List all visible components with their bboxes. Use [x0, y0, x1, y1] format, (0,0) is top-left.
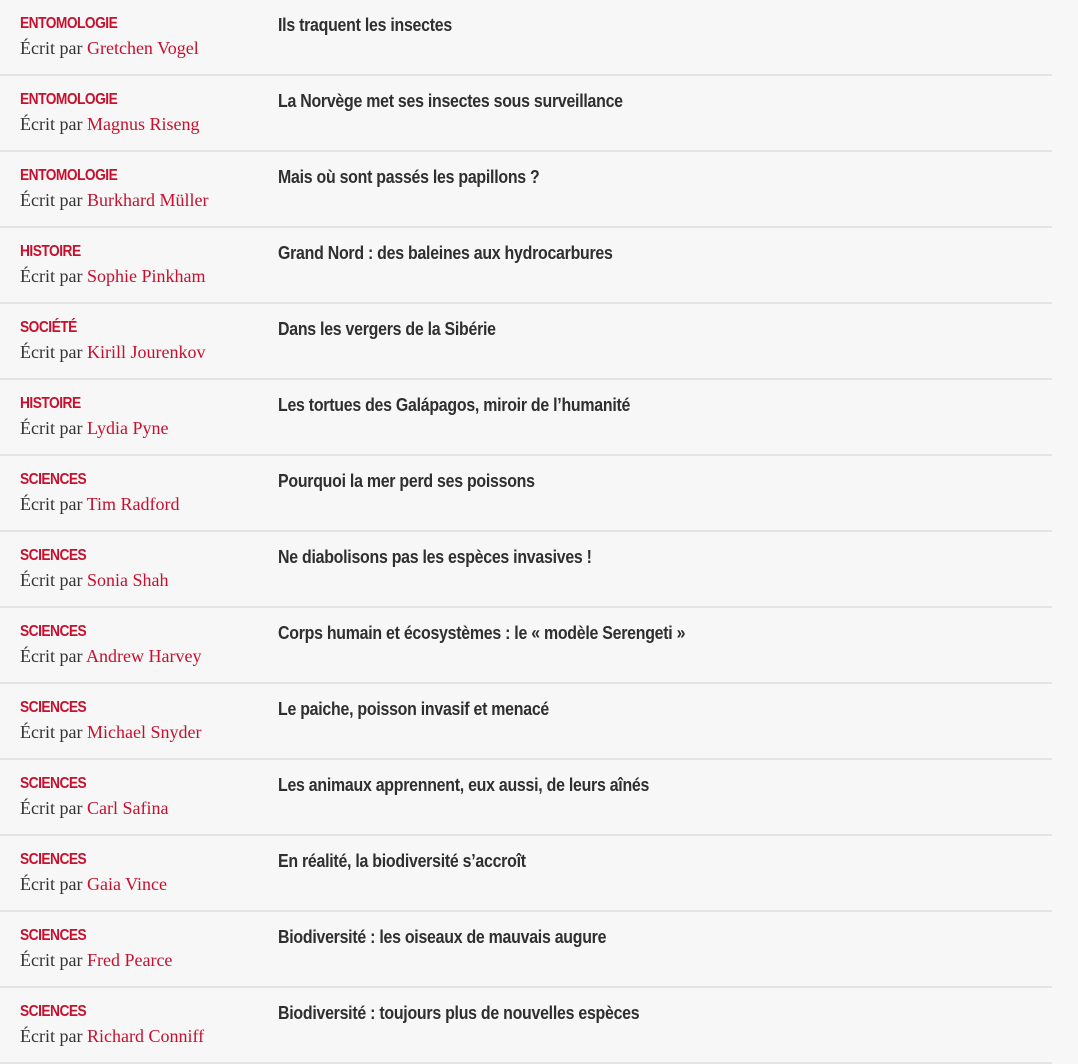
category-link[interactable]: ENTOMOLOGIE	[20, 167, 118, 184]
byline-prefix: Écrit par	[20, 190, 83, 210]
byline	[20, 1025, 260, 1047]
article-title-link[interactable]: Grand Nord : des baleines aux hydrocarbures	[278, 242, 613, 263]
article-row	[0, 76, 1052, 152]
author-link[interactable]: Fred Pearce	[86, 950, 173, 970]
byline-prefix: Écrit par	[20, 1026, 83, 1046]
byline-prefix: Écrit par	[20, 114, 83, 134]
category-link[interactable]: HISTOIRE	[20, 243, 81, 260]
article-title-link[interactable]: Ne diabolisons pas les espèces invasives !	[278, 546, 592, 567]
article-meta	[20, 546, 260, 591]
byline	[20, 721, 260, 743]
byline	[20, 797, 260, 819]
byline	[20, 645, 260, 667]
byline-prefix: Écrit par	[20, 798, 83, 818]
article-title-link[interactable]: Le paiche, poisson invasif et menacé	[278, 698, 550, 719]
author-link[interactable]: Magnus Riseng	[86, 114, 200, 134]
author-link[interactable]: Michael Snyder	[86, 722, 202, 742]
byline	[20, 873, 260, 895]
author-link[interactable]: Gaia Vince	[86, 874, 168, 894]
article-meta	[20, 318, 260, 363]
article-meta	[20, 622, 260, 667]
byline	[20, 493, 260, 515]
byline	[20, 37, 260, 59]
author-link[interactable]: Tim Radford	[86, 494, 180, 514]
author-link[interactable]: Andrew Harvey	[85, 646, 202, 666]
article-title-link[interactable]: Corps humain et écosystèmes : le « modèle Serengeti »	[278, 622, 686, 643]
article-title-link[interactable]: Biodiversité : les oiseaux de mauvais augure	[278, 926, 607, 947]
article-row	[0, 0, 1052, 76]
article-meta	[20, 394, 260, 439]
article-title-link[interactable]: Les tortues des Galápagos, miroir de l’humanité	[278, 394, 631, 415]
article-meta	[20, 774, 260, 819]
category-link[interactable]: ENTOMOLOGIE	[20, 15, 118, 32]
category-link[interactable]: SCIENCES	[20, 775, 87, 792]
article-row	[0, 912, 1052, 988]
article-title-link[interactable]: Les animaux apprennent, eux aussi, de leurs aînés	[278, 774, 650, 795]
author-link[interactable]: Richard Conniff	[86, 1026, 205, 1046]
byline-prefix: Écrit par	[20, 38, 83, 58]
byline-prefix: Écrit par	[20, 342, 83, 362]
article-meta	[20, 242, 260, 287]
article-meta	[20, 90, 260, 135]
author-link[interactable]: Lydia Pyne	[86, 418, 169, 438]
article-title-link[interactable]: La Norvège met ses insectes sous surveillance	[278, 90, 623, 111]
article-title-link[interactable]: Pourquoi la mer perd ses poissons	[278, 470, 535, 491]
category-link[interactable]: SOCIÉTÉ	[20, 319, 77, 336]
article-title-link[interactable]: Dans les vergers de la Sibérie	[278, 318, 496, 339]
byline-prefix: Écrit par	[20, 418, 83, 438]
author-link[interactable]: Gretchen Vogel	[86, 38, 199, 58]
byline	[20, 949, 260, 971]
author-link[interactable]: Kirill Jourenkov	[86, 342, 206, 362]
article-title-link[interactable]: Mais où sont passés les papillons ?	[278, 166, 540, 187]
article-row	[0, 456, 1052, 532]
byline-prefix: Écrit par	[20, 266, 83, 286]
author-link[interactable]: Sophie Pinkham	[86, 266, 206, 286]
author-link[interactable]: Carl Safina	[86, 798, 169, 818]
article-meta	[20, 166, 260, 211]
article-meta	[20, 926, 260, 971]
byline-prefix: Écrit par	[20, 722, 83, 742]
category-link[interactable]: SCIENCES	[20, 699, 87, 716]
article-meta	[20, 14, 260, 59]
article-row	[0, 380, 1052, 456]
article-row	[0, 152, 1052, 228]
category-link[interactable]: SCIENCES	[20, 547, 87, 564]
article-row	[0, 836, 1052, 912]
byline	[20, 341, 260, 363]
byline	[20, 265, 260, 287]
article-meta	[20, 1002, 260, 1047]
byline	[20, 113, 260, 135]
article-row	[0, 608, 1052, 684]
category-link[interactable]: SCIENCES	[20, 851, 87, 868]
byline-prefix: Écrit par	[20, 570, 83, 590]
category-link[interactable]: ENTOMOLOGIE	[20, 91, 118, 108]
article-row	[0, 988, 1052, 1064]
article-meta	[20, 850, 260, 895]
article-meta	[20, 470, 260, 515]
author-link[interactable]: Burkhard Müller	[86, 190, 209, 210]
byline-prefix: Écrit par	[20, 874, 83, 894]
category-link[interactable]: SCIENCES	[20, 471, 87, 488]
category-link[interactable]: SCIENCES	[20, 1003, 87, 1020]
byline	[20, 417, 260, 439]
byline	[20, 189, 260, 211]
article-title-link[interactable]: Biodiversité : toujours plus de nouvelles espèces	[278, 1002, 640, 1023]
article-row	[0, 304, 1052, 380]
category-link[interactable]: SCIENCES	[20, 623, 87, 640]
article-title-link[interactable]: Ils traquent les insectes	[278, 14, 452, 35]
article-row	[0, 684, 1052, 760]
category-link[interactable]: HISTOIRE	[20, 395, 81, 412]
byline-prefix: Écrit par	[20, 950, 83, 970]
author-link[interactable]: Sonia Shah	[86, 570, 169, 590]
article-row	[0, 532, 1052, 608]
article-row	[0, 760, 1052, 836]
article-row	[0, 228, 1052, 304]
article-title-link[interactable]: En réalité, la biodiversité s’accroît	[278, 850, 526, 871]
byline	[20, 569, 260, 591]
byline-prefix: Écrit par	[20, 646, 83, 666]
category-link[interactable]: SCIENCES	[20, 927, 87, 944]
byline-prefix: Écrit par	[20, 494, 83, 514]
article-meta	[20, 698, 260, 743]
